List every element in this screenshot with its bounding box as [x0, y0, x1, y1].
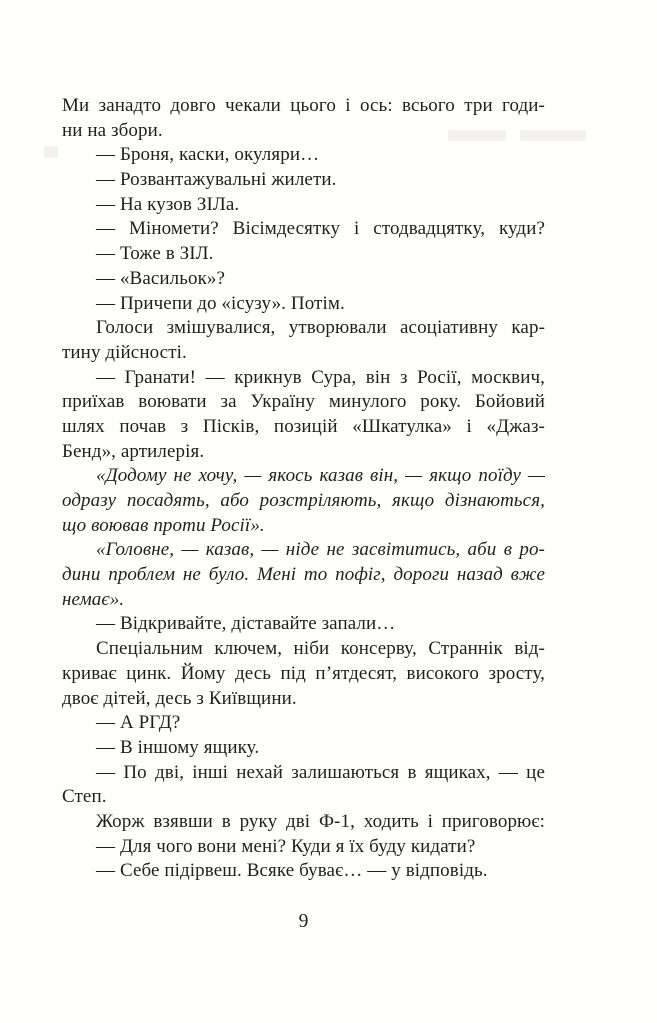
text-line: Жорж взявши в руку дві Ф-1, ходить і приговорює:	[96, 810, 545, 832]
text-line: — Відкривайте, діставайте запали…	[96, 613, 396, 635]
paragraph	[62, 316, 545, 365]
paragraph-quote	[62, 538, 545, 612]
paragraph	[62, 168, 545, 193]
text-line: — По дві, інші нехай залишаються в ящиках, — це	[96, 761, 545, 783]
paragraph	[62, 292, 545, 317]
text-line: — Себе підірвеш. Всяке буває… — у відповідь.	[96, 860, 488, 882]
text-line: — Гранати! — крикнув Сура, він з Росії, москвич,	[96, 366, 545, 388]
paragraph	[62, 217, 545, 242]
text-line: дини проблем не було. Мені то пофіг, дороги назад вже	[62, 564, 545, 586]
paragraph	[62, 612, 545, 637]
paragraph-quote	[62, 464, 545, 538]
paragraph	[62, 267, 545, 292]
text-line: — Причепи до «ісузу». Потім.	[96, 292, 345, 314]
paragraph	[62, 711, 545, 736]
text-line: немає».	[62, 588, 125, 610]
text-block	[62, 94, 545, 884]
text-line: Степ.	[62, 786, 107, 808]
paragraph	[62, 242, 545, 267]
text-line: приїхав воювати за Україну минулого року. Бойовий	[62, 391, 545, 413]
text-line: Бенд», артилерія.	[62, 440, 205, 462]
text-line: ни на збори.	[62, 119, 163, 141]
text-line: «Додому не хочу, — якось казав він, — якщо поїду —	[96, 465, 545, 487]
paragraph	[62, 143, 545, 168]
paragraph	[62, 193, 545, 218]
paragraph	[62, 761, 545, 810]
paragraph	[62, 859, 545, 884]
text-line: Спеціальним ключем, ніби консерву, Страннік від-	[96, 638, 545, 660]
paragraph	[62, 366, 545, 465]
text-line: «Головне, — казав, — ніде не засвітитись, аби в ро-	[96, 539, 545, 561]
text-line: — Розвантажувальні жилети.	[96, 169, 337, 191]
paragraph	[62, 637, 545, 711]
text-line: — Тоже в ЗІЛ.	[96, 243, 214, 265]
text-line: — Для чого вони мені? Куди я їх буду кидати?	[96, 835, 476, 857]
text-line: що воював проти Росії».	[62, 514, 265, 536]
scan-artifact	[44, 146, 58, 158]
text-line: — Міномети? Вісімдесятку і стодвадцятку, куди?	[96, 218, 545, 240]
paragraph	[62, 810, 545, 835]
text-line: одразу посадять, або розстріляють, якщо дізнаються,	[62, 490, 545, 511]
text-line: тину дійсності.	[62, 341, 187, 363]
text-line: криває цинк. Йому десь під п’ятдесят, високого зросту,	[62, 662, 545, 684]
page-number: 9	[298, 911, 309, 932]
text-line: Ми занадто довго чекали цього і ось: всього три годи-	[62, 95, 545, 116]
text-line: двоє дітей, десь з Київщини.	[62, 687, 297, 709]
text-line: Голоси змішувалися, утворювали асоціативну кар-	[96, 317, 545, 339]
paragraph	[62, 736, 545, 761]
text-line: шлях почав з Пісків, позицій «Шкатулка» і «Джаз-	[62, 415, 545, 437]
paragraph	[62, 94, 545, 143]
paragraph	[62, 835, 545, 860]
text-line: — «Васильок»?	[96, 267, 226, 289]
text-line: — На кузов ЗІЛа.	[96, 193, 240, 215]
text-line: — Броня, каски, окуляри…	[96, 144, 320, 166]
text-line: — А РГД?	[96, 712, 181, 734]
text-line: — В іншому ящику.	[96, 736, 260, 758]
